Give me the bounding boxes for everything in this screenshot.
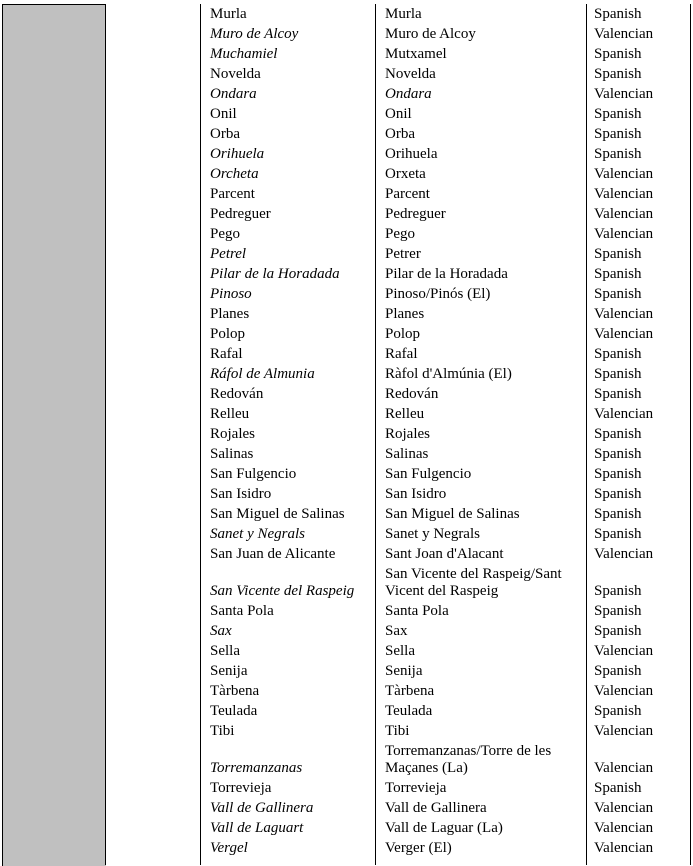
official-name-cell: Ràfol d'Almúnia (El) bbox=[385, 366, 512, 382]
table-row bbox=[0, 701, 693, 721]
castilian-name-cell: Sax bbox=[210, 623, 232, 639]
castilian-name-cell: Novelda bbox=[210, 66, 261, 82]
castilian-name-cell: Teulada bbox=[210, 703, 258, 719]
official-name-cell: Teulada bbox=[385, 703, 433, 719]
language-cell: Valencian bbox=[594, 820, 654, 836]
language-cell: Spanish bbox=[594, 663, 642, 679]
language-cell: Valencian bbox=[594, 406, 654, 422]
castilian-name-cell: Ráfol de Almunia bbox=[210, 366, 315, 382]
official-name-cell: Sax bbox=[385, 623, 408, 639]
table-row bbox=[0, 344, 693, 364]
table-row bbox=[0, 224, 693, 244]
official-name-cell: Rafal bbox=[385, 346, 418, 362]
castilian-name-cell: San Fulgencio bbox=[210, 466, 297, 482]
language-cell: Valencian bbox=[594, 166, 654, 182]
official-name-cell: Parcent bbox=[385, 186, 430, 202]
official-name-cell: Polop bbox=[385, 326, 421, 342]
language-cell: Spanish bbox=[594, 780, 642, 796]
castilian-name-cell: Orcheta bbox=[210, 166, 259, 182]
official-name-cell: Sanet y Negrals bbox=[385, 526, 480, 542]
official-name-cell: Redován bbox=[385, 386, 439, 402]
language-cell: Valencian bbox=[594, 643, 654, 659]
table-row bbox=[0, 364, 693, 384]
table-row bbox=[0, 264, 693, 284]
table-row bbox=[0, 721, 693, 741]
castilian-name-cell: Redován bbox=[210, 386, 264, 402]
table-row bbox=[0, 778, 693, 798]
table-row bbox=[0, 601, 693, 621]
language-cell: Valencian bbox=[594, 683, 654, 699]
castilian-name-cell: Torrevieja bbox=[210, 780, 272, 796]
table-row bbox=[0, 404, 693, 424]
table-row bbox=[0, 424, 693, 444]
castilian-name-cell: Onil bbox=[210, 106, 237, 122]
castilian-name-cell: San Vicente del Raspeig bbox=[210, 583, 355, 599]
language-cell: Spanish bbox=[594, 246, 642, 262]
language-cell: Spanish bbox=[594, 6, 642, 22]
language-cell: Valencian bbox=[594, 546, 654, 562]
castilian-name-cell: Rafal bbox=[210, 346, 243, 362]
official-name-cell: Relleu bbox=[385, 406, 425, 422]
castilian-name-cell: Salinas bbox=[210, 446, 254, 462]
castilian-name-cell: San Isidro bbox=[210, 486, 272, 502]
language-cell: Valencian bbox=[594, 206, 654, 222]
table-row bbox=[0, 4, 693, 24]
official-name-cell: San Fulgencio bbox=[385, 466, 472, 482]
official-name-cell: Onil bbox=[385, 106, 412, 122]
official-name-cell: Petrer bbox=[385, 246, 421, 262]
official-name-cell-line2: Vicent del Raspeig bbox=[385, 583, 499, 599]
table-row bbox=[0, 818, 693, 838]
official-name-cell-line2: Maçanes (La) bbox=[385, 760, 468, 776]
official-name-cell: Orba bbox=[385, 126, 415, 142]
castilian-name-cell: Santa Pola bbox=[210, 603, 274, 619]
castilian-name-cell: Planes bbox=[210, 306, 250, 322]
table-row bbox=[0, 641, 693, 661]
official-name-cell: San Miguel de Salinas bbox=[385, 506, 520, 522]
official-name-cell: Torremanzanas/Torre de les bbox=[385, 743, 552, 759]
official-name-cell: Tàrbena bbox=[385, 683, 435, 699]
language-cell: Spanish bbox=[594, 46, 642, 62]
table-row bbox=[0, 504, 693, 524]
official-name-cell: San Vicente del Raspeig/Sant bbox=[385, 566, 562, 582]
language-cell: Spanish bbox=[594, 126, 642, 142]
table-row bbox=[0, 544, 693, 564]
table-row bbox=[0, 64, 693, 84]
official-name-cell: Murla bbox=[385, 6, 422, 22]
table-row bbox=[0, 24, 693, 44]
official-name-cell: Sant Joan d'Alacant bbox=[385, 546, 504, 562]
castilian-name-cell: Relleu bbox=[210, 406, 250, 422]
language-cell: Valencian bbox=[594, 760, 654, 776]
official-name-cell: Orihuela bbox=[385, 146, 438, 162]
table-row bbox=[0, 124, 693, 144]
table-row bbox=[0, 104, 693, 124]
official-name-cell: Mutxamel bbox=[385, 46, 447, 62]
table-row bbox=[0, 484, 693, 504]
official-name-cell: San Isidro bbox=[385, 486, 447, 502]
table-row bbox=[0, 304, 693, 324]
castilian-name-cell: Polop bbox=[210, 326, 246, 342]
language-cell: Spanish bbox=[594, 526, 642, 542]
castilian-name-cell: Vergel bbox=[210, 840, 248, 856]
official-name-cell: Torrevieja bbox=[385, 780, 447, 796]
table-row bbox=[0, 284, 693, 304]
table-row bbox=[0, 741, 693, 778]
official-name-cell: Pego bbox=[385, 226, 415, 242]
table-row bbox=[0, 384, 693, 404]
language-cell: Spanish bbox=[594, 446, 642, 462]
castilian-name-cell: Sanet y Negrals bbox=[210, 526, 305, 542]
language-cell: Spanish bbox=[594, 66, 642, 82]
castilian-name-cell: Torremanzanas bbox=[210, 760, 303, 776]
official-name-cell: Salinas bbox=[385, 446, 429, 462]
official-name-cell: Vall de Gallinera bbox=[385, 800, 487, 816]
language-cell: Valencian bbox=[594, 86, 654, 102]
official-name-cell: Pedreguer bbox=[385, 206, 446, 222]
official-name-cell: Tibi bbox=[385, 723, 410, 739]
castilian-name-cell: Pego bbox=[210, 226, 240, 242]
table-row bbox=[0, 661, 693, 681]
table-row bbox=[0, 681, 693, 701]
language-cell: Spanish bbox=[594, 703, 642, 719]
language-cell: Valencian bbox=[594, 840, 654, 856]
language-cell: Valencian bbox=[594, 226, 654, 242]
castilian-name-cell: Vall de Laguart bbox=[210, 820, 304, 836]
official-name-cell: Vall de Laguar (La) bbox=[385, 820, 503, 836]
official-name-cell: Rojales bbox=[385, 426, 430, 442]
language-cell: Spanish bbox=[594, 506, 642, 522]
castilian-name-cell: Vall de Gallinera bbox=[210, 800, 314, 816]
castilian-name-cell: Pilar de la Horadada bbox=[210, 266, 340, 282]
official-name-cell: Santa Pola bbox=[385, 603, 449, 619]
language-cell: Spanish bbox=[594, 486, 642, 502]
language-cell: Spanish bbox=[594, 346, 642, 362]
castilian-name-cell: Murla bbox=[210, 6, 247, 22]
table-row bbox=[0, 244, 693, 264]
language-cell: Spanish bbox=[594, 146, 642, 162]
castilian-name-cell: Sella bbox=[210, 643, 240, 659]
castilian-name-cell: Petrel bbox=[210, 246, 247, 262]
official-name-cell: Sella bbox=[385, 643, 415, 659]
language-cell: Spanish bbox=[594, 426, 642, 442]
municipality-table bbox=[0, 4, 693, 865]
table-row bbox=[0, 838, 693, 858]
language-cell: Valencian bbox=[594, 186, 654, 202]
official-name-cell: Novelda bbox=[385, 66, 436, 82]
castilian-name-cell: Orihuela bbox=[210, 146, 265, 162]
table-row bbox=[0, 44, 693, 64]
language-cell: Spanish bbox=[594, 366, 642, 382]
official-name-cell: Muro de Alcoy bbox=[385, 26, 476, 42]
table-row bbox=[0, 144, 693, 164]
table-row bbox=[0, 444, 693, 464]
official-name-cell: Ondara bbox=[385, 86, 432, 102]
language-cell: Valencian bbox=[594, 723, 654, 739]
official-name-cell: Orxeta bbox=[385, 166, 426, 182]
table-row bbox=[0, 524, 693, 544]
castilian-name-cell: Parcent bbox=[210, 186, 255, 202]
language-cell: Valencian bbox=[594, 800, 654, 816]
official-name-cell: Senija bbox=[385, 663, 423, 679]
castilian-name-cell: Tàrbena bbox=[210, 683, 260, 699]
castilian-name-cell: Ondara bbox=[210, 86, 257, 102]
castilian-name-cell: Pinoso bbox=[210, 286, 252, 302]
official-name-cell: Pilar de la Horadada bbox=[385, 266, 508, 282]
castilian-name-cell: Muro de Alcoy bbox=[210, 26, 299, 42]
official-name-cell: Planes bbox=[385, 306, 425, 322]
language-cell: Spanish bbox=[594, 603, 642, 619]
language-cell: Spanish bbox=[594, 286, 642, 302]
official-name-cell: Verger (El) bbox=[385, 840, 452, 856]
castilian-name-cell: Muchamiel bbox=[210, 46, 278, 62]
language-cell: Valencian bbox=[594, 326, 654, 342]
language-cell: Spanish bbox=[594, 466, 642, 482]
castilian-name-cell: San Miguel de Salinas bbox=[210, 506, 345, 522]
language-cell: Spanish bbox=[594, 386, 642, 402]
language-cell: Valencian bbox=[594, 26, 654, 42]
language-cell: Spanish bbox=[594, 583, 642, 599]
table-row bbox=[0, 464, 693, 484]
language-cell: Valencian bbox=[594, 306, 654, 322]
table-row bbox=[0, 798, 693, 818]
castilian-name-cell: Senija bbox=[210, 663, 248, 679]
table-row bbox=[0, 621, 693, 641]
table-row bbox=[0, 184, 693, 204]
castilian-name-cell: Rojales bbox=[210, 426, 255, 442]
language-cell: Spanish bbox=[594, 623, 642, 639]
table-row bbox=[0, 204, 693, 224]
table-row bbox=[0, 164, 693, 184]
castilian-name-cell: Tibi bbox=[210, 723, 235, 739]
castilian-name-cell: Orba bbox=[210, 126, 240, 142]
official-name-cell: Pinoso/Pinós (El) bbox=[385, 286, 491, 302]
castilian-name-cell: San Juan de Alicante bbox=[210, 546, 336, 562]
castilian-name-cell: Pedreguer bbox=[210, 206, 271, 222]
table-row bbox=[0, 324, 693, 344]
language-cell: Spanish bbox=[594, 106, 642, 122]
table-row bbox=[0, 84, 693, 104]
language-cell: Spanish bbox=[594, 266, 642, 282]
table-row bbox=[0, 564, 693, 601]
